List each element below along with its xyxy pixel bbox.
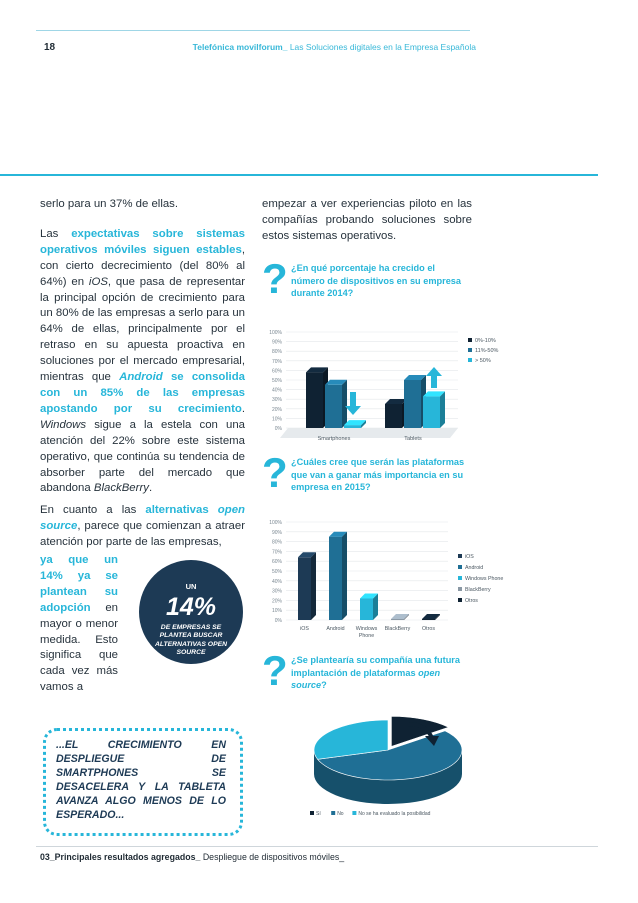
footer-title: Despliegue de dispositivos móviles_	[200, 852, 345, 862]
y-tick-label: 90%	[271, 339, 282, 346]
x-tick-label: iOS	[300, 626, 309, 632]
legend-swatch	[468, 358, 472, 362]
callout-percentage: 14%	[165, 593, 217, 621]
x-tick-label: BlackBerry	[384, 626, 411, 632]
header-brand: Telefónica movilforum_	[192, 42, 288, 52]
question-3: ¿Se plantearía su compañía una futura implantación de plataformas open source?	[291, 655, 460, 691]
running-header	[193, 42, 476, 52]
legend-label: iOS	[465, 554, 474, 560]
page-number: 18	[44, 42, 56, 53]
paragraph-3-top: En cuanto a las alternativas open source, parece que comienzan a atraer atención por parte de las empresas,	[40, 504, 246, 548]
legend-label: Android	[465, 565, 484, 571]
callout-small: UN	[185, 582, 197, 591]
bar-smartphones-2	[344, 420, 366, 428]
chart-legend	[468, 338, 499, 364]
question-mark-icon: ?	[262, 647, 288, 694]
bar-smartphones-0	[306, 367, 328, 428]
x-tick-label: Android	[326, 626, 345, 632]
x-tick-label: Smartphones	[317, 436, 351, 442]
legend-label: > 50%	[475, 358, 491, 364]
legend-swatch	[458, 598, 462, 602]
legend-label: 11%-50%	[475, 348, 499, 354]
question-1: ¿En qué porcentaje ha crecido el número de dispositivos en su empresa durante 2014?	[291, 263, 462, 299]
y-tick-label: 30%	[271, 397, 282, 404]
legend-swatch	[458, 587, 462, 591]
legend-swatch	[310, 811, 314, 815]
chart-device-growth	[258, 312, 526, 448]
y-tick-label: 20%	[271, 406, 282, 413]
bar-4	[422, 614, 440, 620]
legend-label: Sí	[316, 811, 321, 817]
question-mark-icon: ?	[262, 255, 288, 302]
right-column-paragraph: empezar a ver experiencias piloto en las compañías probando soluciones sobre estos sistemas operativos.	[262, 198, 472, 242]
legend-swatch	[468, 338, 472, 342]
bar-1	[329, 532, 347, 620]
y-tick-label: 80%	[271, 539, 282, 546]
y-tick-label: 70%	[271, 549, 282, 556]
y-tick-label: 100%	[269, 330, 282, 336]
paragraph-1: serlo para un 37% de ellas.	[40, 198, 179, 210]
paragraph-2: Las expectativas sobre sistemas operativos móviles siguen estables, con cierto decrecimiento (del 80% al 64%) en iOS, que pasa de representar la principal opción de crecimiento para un 80% de las empresas a serlo para un 64% de ellas, principalmente por el retraso en su apuesta proactiva en soluciones por el mercado empresarial, mientras que Android se consolida con un 85% de las empresas apostando por su crecimiento. Windows sigue a la estela con una atención del 22% sobre este sistema operativo, que continúa su tendencia de absorber parte del mercado que abandona BlackBerry.	[40, 227, 246, 495]
legend-swatch	[468, 348, 472, 352]
chart-legend	[458, 554, 503, 604]
legend-label: 0%-10%	[475, 338, 496, 344]
y-tick-label: 0%	[274, 426, 282, 432]
x-tick-label: Phone	[358, 633, 375, 639]
bar-0	[298, 552, 316, 620]
legend-label: No se ha evaluado la posibilidad	[358, 811, 431, 817]
y-tick-label: 70%	[271, 358, 282, 365]
pie-chart	[314, 716, 462, 804]
x-tick-label: Windows	[355, 626, 378, 632]
y-tick-label: 40%	[271, 578, 282, 585]
y-tick-label: 0%	[274, 618, 282, 624]
legend-swatch	[458, 565, 462, 569]
pull-quote-text: ...EL CRECIMIENTO EN DESPLIEGUE DE SMARTPHONES SE DESACELERA Y LA TABLETA AVANZA ALGO MENOS DE LO ESPERADO...	[56, 739, 226, 822]
stat-callout	[139, 560, 243, 664]
y-tick-label: 50%	[271, 378, 282, 384]
y-tick-label: 60%	[271, 368, 282, 375]
bar-tablets-2	[423, 391, 445, 428]
down-arrow-icon	[345, 392, 361, 415]
bar-2	[360, 593, 378, 620]
y-tick-label: 40%	[271, 387, 282, 394]
legend-swatch	[331, 811, 335, 815]
legend-label: Windows Phone	[465, 576, 504, 582]
section-divider	[0, 174, 598, 176]
y-tick-label: 90%	[271, 529, 282, 536]
paragraph-3-wrap: ya que un 14% ya se plantean su adopción en mayor o menor medida. Esto significa que cada vez más vamos a	[40, 554, 118, 694]
legend-swatch	[458, 554, 462, 558]
chart-bars	[298, 532, 440, 620]
legend-label: Otros	[465, 598, 478, 604]
chart-open-source	[290, 700, 500, 830]
y-tick-label: 10%	[271, 608, 282, 615]
callout-text: DE EMPRESAS SE PLANTEA BUSCAR ALTERNATIVAS OPEN SOURCE	[154, 624, 228, 656]
y-tick-label: 10%	[271, 416, 282, 423]
question-mark-icon: ?	[262, 449, 288, 496]
legend-label: No	[337, 811, 344, 817]
chart-legend	[310, 811, 431, 817]
y-tick-label: 20%	[271, 598, 282, 605]
y-tick-label: 50%	[271, 569, 282, 575]
x-tick-label: Tablets	[404, 436, 422, 442]
y-tick-label: 80%	[271, 349, 282, 356]
footer	[40, 852, 344, 862]
header-title: Las Soluciones digitales en la Empresa Española	[287, 42, 476, 52]
legend-swatch	[352, 811, 356, 815]
question-2: ¿Cuáles cree que serán las plataformas que van a ganar más importancia en su empresa en 2015?	[291, 457, 465, 493]
legend-swatch	[458, 576, 462, 580]
chart-platforms	[258, 512, 526, 644]
legend-label: BlackBerry	[465, 587, 491, 593]
bar-tablets-0	[385, 399, 407, 428]
header-rule	[36, 30, 470, 31]
left-column-top	[40, 197, 245, 511]
bar-smartphones-1	[325, 380, 347, 428]
bar-tablets-1	[404, 375, 426, 428]
y-tick-label: 30%	[271, 588, 282, 595]
x-tick-label: Otros	[422, 626, 435, 632]
footer-rule	[36, 846, 598, 847]
chart-labels	[269, 520, 435, 639]
bar-3	[391, 614, 409, 620]
y-tick-label: 100%	[269, 520, 282, 526]
chart-floor	[280, 428, 458, 438]
chart-bars	[306, 367, 445, 428]
y-tick-label: 60%	[271, 559, 282, 566]
footer-section: 03_Principales resultados agregados_	[40, 852, 201, 862]
